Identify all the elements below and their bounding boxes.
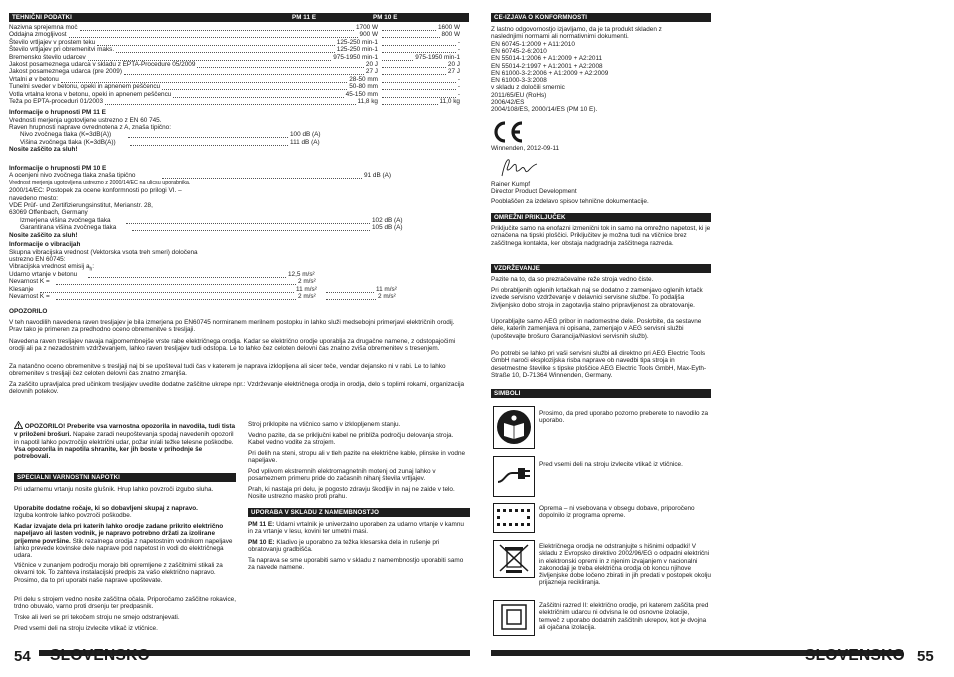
opozorilo-paragraph: V teh navodilih navedena raven tresljajev je bila izmerjena po EN60745 normiranem merilnem postopku in lahko služi medsebojni primerjavi električnih orodij. Prav tako je primeren za predhodno oceno obremenitve s tresljaji. (9, 319, 455, 334)
noise10-line: 63069 Offenbach, Germany (9, 209, 88, 216)
spec-label: Jakost posameznega udarca (pre 2009) (9, 68, 122, 76)
ce-authorization: Pooblaščen za izdelavo spisov tehnične dokumentacije. (491, 198, 649, 205)
ce-place-date: Winnenden, 2012-09-11 (491, 145, 560, 152)
spec-value-pm10: 975-1950 min-1 (415, 53, 460, 61)
ce-name: Rainer Kumpf (491, 181, 531, 188)
symbol-text: Zaščitni razred II: električno orodje, pri katerem zaščita pred električnim udarcu ni odvisna le od osnovne izolacije, temveč z uporabo dodatnih zaščitnih ukrepov, kot je dvojna ali ojačana izolacija. (539, 602, 709, 631)
noise10-row-value: 105 dB (A) (372, 224, 403, 231)
spec-value-pm10: 800 W (441, 31, 460, 39)
page-number: 54 (14, 648, 31, 665)
spec-value-pm11: 900 W (359, 31, 378, 39)
noise11-line: Vrednosti merjenja ugotovljene ustrezno z EN 60 745. (9, 117, 162, 124)
ce-line: EN 60745-1:2009 + A11:2010 (491, 40, 575, 48)
ce-line: EN 60745-2-6:2010 (491, 47, 547, 55)
noise10-row-label: Izmerjena višina zvočnega tlaka (20, 217, 111, 224)
spec-value-pm10: 27 J (447, 68, 460, 76)
safety-item: Prah, ki nastaja pri delu, je pogosto zdravju škodljiv in naj ne zaide v telo. Nosite ustrezno masko proti prahu. (248, 486, 455, 501)
noise10-warning: Nosite zaščito za sluh! (9, 232, 78, 239)
ce-line: 2006/42/ES (491, 99, 525, 106)
vib-row-value-2: 11 m/s² (376, 286, 397, 293)
safety-item: Pri delih na steni, stropu ali v tleh pazite na električne kable, plinske in vodne napeljave. (248, 450, 466, 465)
spec-value-pm10: - (457, 46, 460, 54)
ce-line: Z lastno odgovornostjo izjavljamo, da je ta produkt skladen z (491, 26, 662, 33)
dot-leader (124, 74, 364, 75)
maintenance-text: Pazite na to, da so prezračevalne reže stroja vedno čiste. (491, 276, 654, 283)
symbol-text: Električnega orodja ne odstranjujte s hišnimi odpadki! V skladu z Evropsko direktivo 2002/96/EG o odpadni električni in elektronski opremi in z njenim izvajanjem v nacionalni zakonodaji je treba električna orodja ob koncu njihove življenjske dobe ločeno zbirati in jih predati v postopek okolju prijazneja recikliranja. (539, 543, 711, 587)
spec-value-pm11: 28-50 mm (349, 75, 378, 83)
safety-item: Vtičnice v zunanjem področju morajo biti opremljene z zaščitnimi stikali za okvarni tok. To zahteva instalacijski predpis za vašo električno napravo. Prosimo, da to pri uporabi naše naprave upoštevate. (14, 562, 223, 584)
maintenance-text: Po potrebi se lahko pri vaši servisni službi ali direktno pri AEG Electric Tools GmbH naroči eksplozijska risba naprave ob navedbi tipa stroja in desetmestne številke s tipske ploščice AEG Electric Tools GmbH, Max-Eyth-Straße 10, D-71364 Winnenden, Germany. (491, 350, 707, 379)
dot-leader (382, 37, 440, 38)
spec-label: Oddajna zmogljivost (9, 31, 67, 39)
spec-value-pm11: 975-1950 min-1 (333, 53, 378, 61)
noise11-row-label: Višina zvočnega tlaka (K=3dB(A)) (20, 139, 116, 146)
opozorilo-paragraph: Za zaščito upravljalca pred učinkom tresljajev uvedite dodatne zaščitne ukrepe npr.: Vzdrževanje električnega orodja in orodja, delo s toplimi rokami, organizacija delovnih potekov. (9, 381, 465, 396)
spec-value-pm10: 11,0 kg (439, 98, 460, 105)
dot-leader (97, 45, 334, 46)
noise11-line: Raven hrupnosti naprave ovrednotena z A, znaša tipično: (9, 124, 171, 131)
dot-leader (162, 178, 362, 179)
special-safety-header: SPECIALNI VARNOSTNI NAPOTKI (14, 473, 236, 482)
dot-leader (88, 277, 286, 278)
spec-label: Votla vrtalna krona v betonu, opeki in apnenem peščencu (9, 90, 172, 98)
dot-leader (382, 30, 436, 31)
ce-line: EN 61000-3-3:2008 (491, 77, 547, 85)
noise10-row-value: 91 dB (A) (364, 172, 391, 179)
noise10-row-label: A ocenjeni nivo zvočnega tlaka znaša tipično (9, 172, 136, 179)
vib-row-value: 2 m/s² (298, 293, 316, 300)
dot-leader (382, 104, 438, 105)
ce-header: CE-IZJAVA O KONFORMNOSTI (491, 13, 711, 22)
spec-value-pm10: - (457, 75, 460, 83)
opozorilo-heading: OPOZORILO (9, 308, 48, 315)
crossed-bin-icon (493, 540, 535, 578)
spec-value-pm10: - (457, 83, 460, 91)
dot-leader (326, 292, 374, 293)
unplug-icon (493, 456, 535, 497)
maintenance-text: Pri obrabljenih oglenih krtačkah naj se dodatno z zamenjavo oglenih krtačk izvede servisno vzdrževanje v delavnici servisne službe. To podaljša življenjsko dobo stroja in zagotavlja stalno pripravljenost za obratovanje. (491, 287, 703, 309)
use-item: Ta naprava se sme uporabiti samo v skladu z namembnostjo uporabiti samo za navede namene. (248, 557, 464, 572)
ce-line: 2011/65/EU (RoHs) (491, 91, 547, 99)
dot-leader (162, 89, 347, 90)
footer-language: SLOVENSKO (50, 647, 151, 664)
dot-leader (382, 67, 446, 68)
noise11-row-value: 111 dB (A) (290, 139, 320, 146)
vib-heading: Informacije o vibracijah (9, 241, 81, 248)
noise10-row-value: 102 dB (A) (372, 217, 403, 224)
spec-label: Nazivna sprejemna moč (9, 24, 78, 31)
dot-leader (382, 74, 446, 75)
maintenance-text: Uporabljajte samo AEG pribor in nadomestne dele. Poskrbite, da sestavne dele, katerih zamenjava ni opisana, zamenjajo v AEG servisni službi (upoštevajte brošuro Garancija/Naslovi servisnih služb). (491, 318, 702, 340)
vib-row-value: 11 m/s² (296, 286, 317, 293)
safety-item: Kadar izvajate dela pri katerih lahko orodje zadane prikrito električno napeljavo ali lasten vodnik, je napravo potrebno držati za izolirane prijemne površine. Stik rezalnega orodja z napetostnim vodnikom napeljave lahko prevede kovinske dele naprave pod napetost in vodi do električnega udara. (14, 523, 233, 560)
spec-value-pm11: 27 J (365, 68, 378, 76)
dot-leader (382, 60, 413, 61)
spec-label: Število vrtljajev pri obremenitvi maks. (9, 46, 115, 54)
dot-leader (132, 230, 370, 231)
ce-line: EN 55014-1:2006 + A1:2009 + A2:2011 (491, 55, 603, 63)
spec-label: Vrtalni ø v betonu (9, 75, 59, 83)
dot-leader (173, 97, 343, 98)
col-pm11: PM 11 E (292, 14, 317, 21)
noise10-line: navedeno mesto: (9, 195, 59, 202)
spec-value-pm11: 125-250 min-1 (336, 38, 378, 46)
symbol-text: Prosimo, da pred uporabo pozorno preberete to navodilo za uporabo. (539, 410, 709, 425)
warning-triangle-icon (14, 421, 23, 431)
dot-leader (382, 82, 456, 83)
safety-item: Uporabite dodatne ročaje, ki so dobavljeni skupaj z napravo. Izguba kontrole lahko povzroči poškodbe. (14, 505, 198, 520)
col-pm10: PM 10 E (373, 14, 398, 21)
right-page (477, 0, 954, 677)
accessory-icon (493, 503, 535, 533)
ce-line: EN 55014-2:1997 + A1:2001 + A2:2008 (491, 62, 603, 70)
spec-value-pm10: 1600 W (437, 24, 460, 31)
dot-leader (382, 89, 456, 90)
intended-use-header: UPORABA V SKLADU Z NAMEMBNOSTJO (248, 508, 470, 517)
vib-line: ustrezno EN 60745: (9, 256, 66, 263)
mains-header: OMREŽNI PRIKLJUČEK (491, 213, 711, 222)
noise10-row-label: Garantirana višina zvočnega tlaka (20, 224, 117, 231)
opozorilo-paragraph: Za natančno oceno obremenitve s tresljaji naj bi se upošteval tudi čas v katerem je naprava izklopljena ali sicer teče, vendar dejansko ni v rabi. Le to lahko obremenitev s tresljaji čez celoten delovni čas znatno zmanjša. (9, 363, 446, 378)
ce-line: v skladu z določili smernic (491, 84, 565, 92)
spec-label: Teža po EPTA-proceduri 01/2003 (9, 98, 104, 105)
spec-label: Bremensko število udarcev (9, 53, 86, 61)
spec-value-pm11: 11,8 kg (357, 98, 378, 105)
page-number: 55 (917, 648, 934, 665)
dot-leader (116, 52, 335, 53)
tech-data-title: TEHNIČNI PODATKI (12, 14, 72, 21)
spec-value-pm11: 20 J (365, 61, 378, 68)
vib-row-value-2: 2 m/s² (378, 293, 396, 300)
mains-text: Priključite samo na enofazni izmenični tok in samo na omrežno napetost, ki je označena na tipski ploščici. Priključitev je možna tudi na vtičnice brez zaščitnega kontakta, ker obstaja nadgradnja zaščitnega razreda. (491, 225, 711, 247)
protection-class-ii-icon (493, 600, 535, 636)
safety-item: Pod vplivom ekstremnih elektromagnetnih motenj od zunaj lahko v posameznem primeru pride do začasnih nihanj števila vrtljajev. (248, 468, 436, 483)
spec-value-pm10: - (457, 38, 460, 46)
dot-leader (126, 223, 370, 224)
safety-item: Pred vsemi deli na stroju izvlecite vtikač iz vtičnice. (14, 625, 158, 632)
spec-label: Število vrtljajev v prostem teku (9, 38, 96, 46)
dot-leader (197, 67, 364, 68)
spec-value-pm11: 45-150 mm (345, 90, 378, 98)
dot-leader (56, 299, 296, 300)
spec-label: Jakost posameznega udarca v skladu z EPTA-Procedure 05/2009 (9, 61, 196, 68)
spec-label: Tunelni sveder v betonu, opeki in apnenem peščencu (9, 83, 161, 91)
noise10-line: 2000/14/EC: Postopek za ocene konformnosti po prilogi VI. – (9, 187, 182, 194)
dot-leader (382, 45, 456, 46)
vib-row-label: Nevarnost K = (9, 278, 50, 285)
noise10-line: Vrednost merjenja ugotovljena ustrezno z 2000/14/EC na ulicsu uporabnika. (9, 180, 191, 186)
noise10-line: VDE Prüf- und Zertifizierungsinstitut, Merianstr. 28, (9, 202, 153, 209)
dot-leader (130, 145, 288, 146)
symbol-text: Oprema – ni vsebovana v obsegu dobave, priporočeno dopolnilo iz programa opreme. (539, 505, 695, 520)
tech-data-header (9, 13, 469, 22)
warning-block: OPOZORILO! Preberite vsa varnostna opozorila in navodila, tudi tista v priloženi brošuri. Napake zaradi neupoštevanja spodaj navedenih opozoril in napotil lahko povzročijo električni udar, požar in/ali težke telesne poškodbe. Vsa opozorila in napotila shranite, ker jih boste v prihodnje še potrebovali. (14, 423, 236, 461)
dot-leader (80, 30, 354, 31)
maintenance-header: VZDRŽEVANJE (491, 264, 711, 273)
vib-row-label: Klesanje (9, 286, 34, 293)
spec-value-pm10: - (457, 90, 460, 98)
safety-item: Stroj priklopite na vtičnico samo v izklopljenem stanju. (248, 421, 401, 428)
safety-item: Trske ali iveri se pri tekočem stroju ne smejo odstranjevati. (14, 614, 180, 621)
safety-item: Pri delu s strojem vedno nosite zaščitna očala. Priporočamo zaščitne rokavice, trdno obuvalo, varno proti drsenju ter predpasnik. (14, 596, 236, 611)
noise11-row-value: 100 dB (A) (290, 131, 321, 138)
vib-row-value: 2 m/s² (298, 278, 316, 285)
dot-leader (40, 292, 294, 293)
vib-line: Skupna vibracijska vrednost (Vektorska vsota treh smeri) določena (9, 249, 198, 256)
vib-row-label: Nevarnost K = (9, 293, 50, 300)
footer-language: SLOVENSKO (805, 647, 906, 664)
dot-leader (326, 299, 376, 300)
use-item: PM 11 E: Udarni vrtalnik je univerzalno uporaben za udarno vrtanje v kamnu in za vrtanje v lesu, kovini ter umetni masi. (248, 521, 464, 536)
vib-row-value: 12,5 m/s² (288, 271, 315, 278)
safety-item: Pri udarnemu vrtanju nosite glušnik. Hrup lahko povzroči izgubo sluha. (14, 486, 214, 493)
dot-leader (56, 284, 296, 285)
ce-line: EN 61000-3-2:2006 + A1:2009 + A2:2009 (491, 69, 609, 77)
spec-value-pm10: 20 J (447, 61, 460, 68)
symbols-header: SIMBOLI (491, 389, 711, 398)
spec-value-pm11: 50-80 mm (349, 83, 378, 91)
opozorilo-paragraph: Navedena raven tresljajev navaja najpomembnejše vrste rabe električnega orodja. Kadar se električno orodje uporablja za drugačne namene, z odstopajočimi orodji ali pa z nezadostnim vzdrževanjem, lahko raven tresljajev tudi odstopa. Le to lahko čez celoten delovni čas znatno zviša obremenitev s tresenjem. (9, 338, 456, 353)
spec-value-pm11: 125-250 min-1 (336, 46, 378, 54)
use-item: PM 10 E: Kladivo je uporabno za težka klesarska dela in rušenje pri obratovanju gradbišča. (248, 539, 440, 554)
noise11-heading: Informacije o hrupnosti PM 11 E (9, 109, 106, 116)
noise11-row-label: Nivo zvočnega tlaka (K=3dB(A)) (20, 131, 112, 138)
dot-leader (128, 137, 288, 138)
vib-row-label: Udarno vrtanje v betonu (9, 271, 78, 278)
ce-role: Director Product Development (491, 188, 577, 195)
noise10-heading: Informacije o hrupnosti PM 10 E (9, 165, 107, 172)
noise11-warning: Nosite zaščito za sluh! (9, 146, 78, 153)
safety-item: Vedno pazite, da se priključni kabel ne približa področju delovanja stroja. Kabel vedno vodite za strojem. (248, 432, 454, 447)
spec-value-pm11: 1700 W (355, 24, 378, 31)
dot-leader (69, 37, 358, 38)
ce-line: naslednjimi normami ali normativnimi dokumenti. (491, 33, 629, 41)
symbol-text: Pred vsemi deli na stroju izvlecite vtikač iz vtičnice. (539, 461, 683, 468)
vib-line: Vibracijska vrednost emisij $a_h$: (9, 263, 95, 273)
read-manual-icon (493, 406, 535, 449)
ce-line: 2004/108/ES, 2000/14/ES (PM 10 E). (491, 106, 598, 114)
dot-leader (105, 104, 355, 105)
